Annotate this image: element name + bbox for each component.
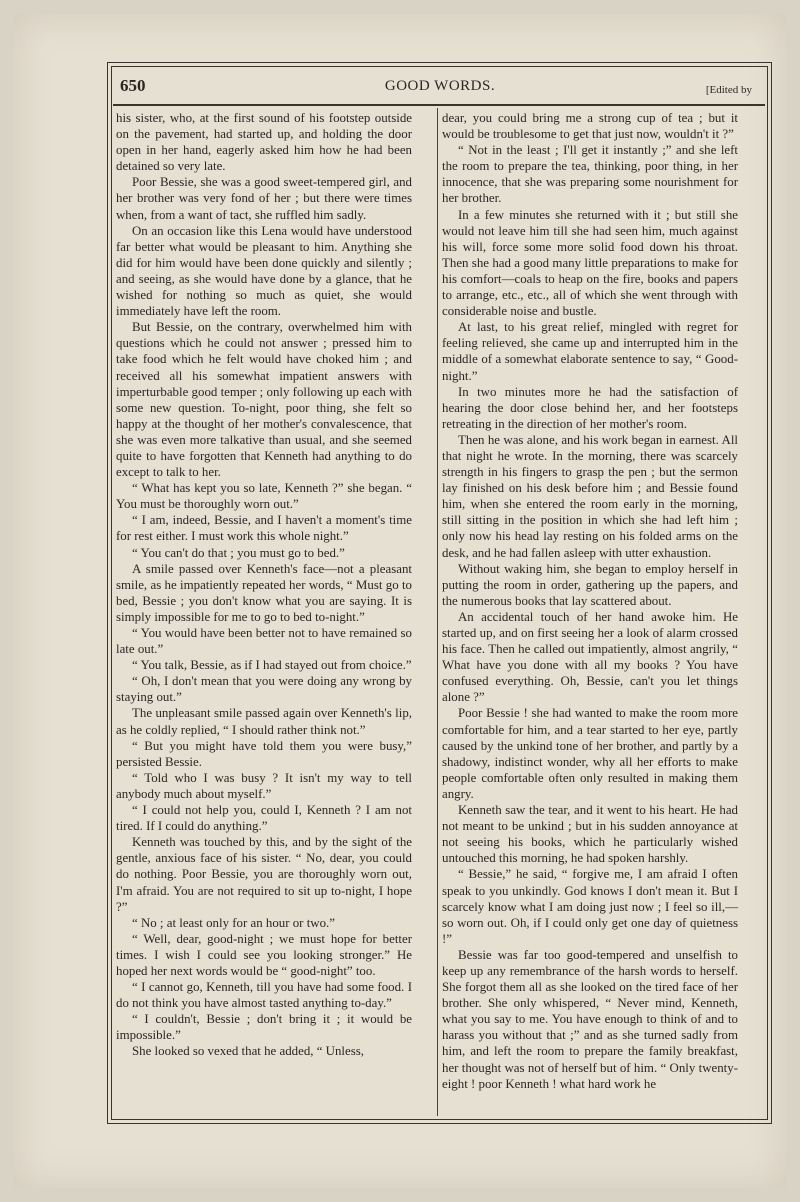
paragraph: The unpleasant smile passed again over Kenneth's lip, as he coldly replied, “ I should rather think not.” xyxy=(116,706,412,737)
paragraph: “ You would have been better not to have remained so late out.” xyxy=(116,626,412,657)
paragraph: “ I cannot go, Kenneth, till you have had some food. I do not think you have almost tasted anything to-day.” xyxy=(116,980,412,1011)
paragraph: On an occasion like this Lena would have understood far better what would be pleasant to him. Anything she did for him would have been done quickly and silently ; and seeing, as she would have done by a glance, that he wished for nothing so much as quiet, she would immediately have left the room. xyxy=(116,223,412,319)
paragraph: “ I am, indeed, Bessie, and I haven't a moment's time for rest either. I must work this whole night.” xyxy=(116,513,412,544)
paragraph: In two minutes more he had the satisfaction of hearing the door close behind her, and her footsteps retreating in the direction of her mother's room. xyxy=(442,384,738,431)
paragraph: “ I couldn't, Bessie ; don't bring it ; it would be impossible.” xyxy=(116,1012,412,1043)
paragraph: “ You talk, Bessie, as if I had stayed out from choice.” xyxy=(132,658,412,673)
paragraph: his sister, who, at the first sound of his footstep outside on the pavement, had started up, and holding the door open in her hand, eagerly asked him how he had been detained so very late. xyxy=(116,111,412,174)
paragraph: “ Bessie,” he said, “ forgive me, I am afraid I often speak to you unkindly. God knows I don't mean it. But I scarcely know what I am doing just now ; I feel so ill,—so worn out. Oh, if I could only get one day of quietness !” xyxy=(442,867,738,946)
right-column xyxy=(442,110,738,1092)
paragraph: “ What has kept you so late, Kenneth ?” she began. “ You must be thoroughly worn out.” xyxy=(116,481,412,512)
paragraph: Kenneth saw the tear, and it went to his heart. He had not meant to be unkind ; but in his sudden annoyance at not seeing his books, which he particularly wished untouched this morning, he had spoken harshly. xyxy=(442,803,738,866)
journal-title: GOOD WORDS. xyxy=(384,78,496,94)
paragraph: “ Oh, I don't mean that you were doing any wrong by staying out.” xyxy=(116,674,412,705)
paragraph: At last, to his great relief, mingled with regret for feeling relieved, she came up and interrupted him in the middle of a somewhat elaborate sentence to say, “ Good-night.” xyxy=(442,320,738,383)
paragraph: Kenneth was touched by this, and by the sight of the gentle, anxious face of his sister. “ No, dear, you could do nothing. Poor Bessie, you are thoroughly worn out, I'm afraid. You are not required to sit up to-night, I hope ?” xyxy=(116,835,412,914)
paragraph: “ But you might have told them you were busy,” persisted Bessie. xyxy=(116,738,412,769)
page-number: 650 xyxy=(120,76,146,95)
paragraph: “ I could not help you, could I, Kenneth ? I am not tired. If I could do anything.” xyxy=(116,803,412,834)
running-head xyxy=(120,76,760,100)
paragraph: “ You can't do that ; you must go to bed.” xyxy=(132,545,345,560)
paragraph: A smile passed over Kenneth's face—not a pleasant smile, as he impatiently repeated her words, “ Must go to bed, Bessie ; you don't know what you are saying. It is simply impossible for me to go to bed to-night.” xyxy=(116,561,412,624)
paragraph: Bessie was far too good-tempered and unselfish to keep up any remembrance of the harsh words to herself. She forgot them all as she looked on the tired face of her brother. She only whispered, “ Never mind, Kenneth, what you say to me. You have enough to think of and to harass you without that ;” and as she turned sadly from him, and left the room to prepare the family breakfast, her thought was not of herself but of him. “ Only twenty-eight ! poor Kenneth ! what hard work he xyxy=(442,947,738,1091)
paragraph: “ Not in the least ; I'll get it instantly ;” and she left the room to prepare the tea, thinking, poor thing, in her innocence, that she was preparing some nourishment for her brother. xyxy=(442,143,738,206)
paragraph: Poor Bessie, she was a good sweet-tempered girl, and her brother was very fond of her ; but there were times when, from a want of tact, she ruffled him sadly. xyxy=(116,175,412,222)
paragraph: Without waking him, she began to employ herself in putting the room in order, gathering up the papers, and the numerous books that lay scattered about. xyxy=(442,561,738,608)
paragraph: dear, you could bring me a strong cup of tea ; but it would be troublesome to get that just now, wouldn't it ?” xyxy=(442,111,738,142)
paragraph: She looked so vexed that he added, “ Unless, xyxy=(132,1044,364,1059)
paragraph: An accidental touch of her hand awoke him. He started up, and on first seeing her a look of alarm crossed his face. Then he called out impatiently, almost angrily, “ What have you done with all my books ? You have confused everything. Oh, Bessie, can't you let things alone ?” xyxy=(442,609,738,705)
paragraph: “ No ; at least only for an hour or two.” xyxy=(132,915,335,930)
paragraph: “ Well, dear, good-night ; we must hope for better times. I wish I could see you looking stronger.” He hoped her next words would be “ good-night” too. xyxy=(116,931,412,978)
paragraph: In a few minutes she returned with it ; but still she would not leave him till she had seen him, much against his will, force some more solid food down his throat. Then she had a good many little preparations to make for his comfort—coals to heap on the fire, books and papers to arrange, etc., etc., all of which she went through with considerable noise and bustle. xyxy=(442,207,738,319)
paragraph: Poor Bessie ! she had wanted to make the room more comfortable for him, and a tear started to her eye, partly caused by the unkind tone of her brother, and partly by a shadowy, indistinct wonder, why all her efforts to make people comfortable often only resulted in making them angry. xyxy=(442,706,738,801)
left-column xyxy=(116,110,412,1060)
paragraph: “ Told who I was busy ? It isn't my way to tell anybody much about myself.” xyxy=(116,770,412,801)
header-rule xyxy=(113,104,765,106)
edited-by-note: [Edited by xyxy=(705,84,752,96)
paragraph: Then he was alone, and his work began in earnest. All that night he wrote. In the morning, there was scarcely strength in his fingers to grasp the pen ; but the sermon lay finished on his desk before him ; and Bessie found him, when she entered the room early in the morning, still sitting in the position in which she had left him ; only now his head lay resting on his folded arms on the desk, and he had fallen asleep with utter exhaustion. xyxy=(442,432,738,560)
column-divider xyxy=(437,108,438,1116)
paragraph: But Bessie, on the contrary, overwhelmed him with questions which he could not answer ; pressed him to take food which he felt would have choked him ; and received all his somewhat impatient answers with imperturbable good temper ; only following up each with some new question. To-night, poor thing, she felt so happy at the thought of her mother's convalescence, that she was even more talkative than usual, and she seemed quite to have forgotten that Kenneth had anything to do except to talk to her. xyxy=(116,320,412,480)
